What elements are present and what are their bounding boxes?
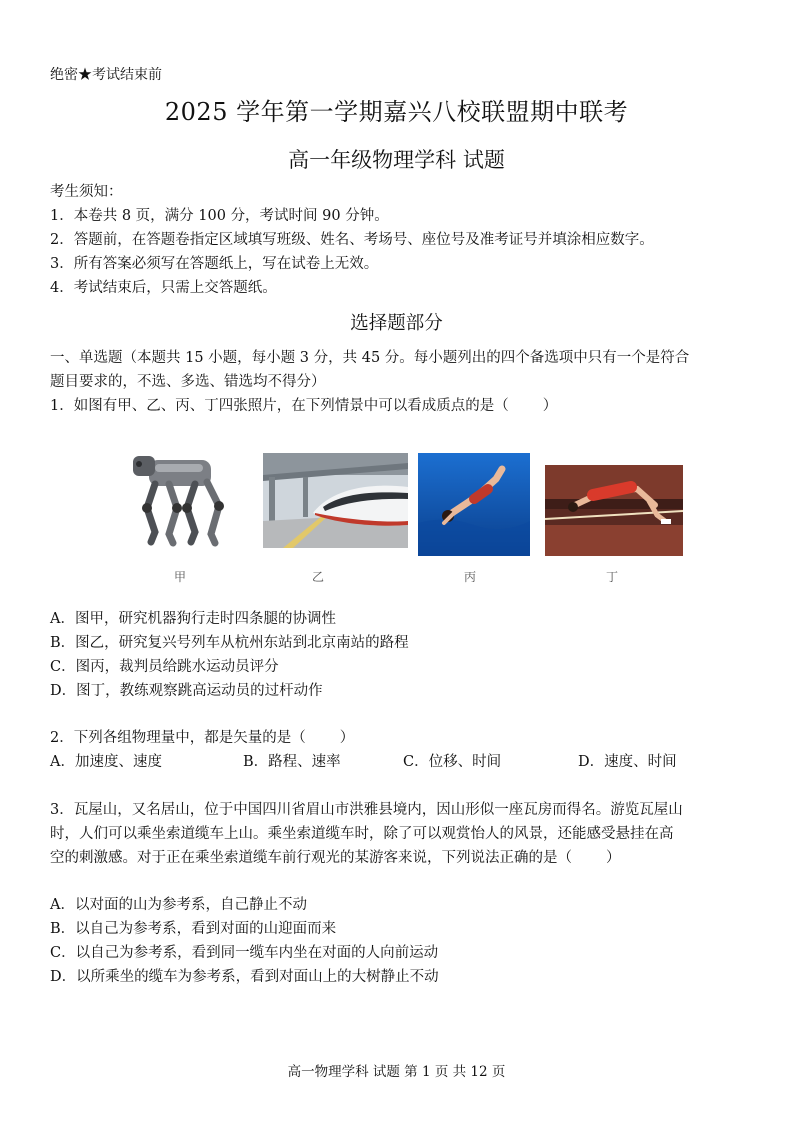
question-2-option-b: B．路程、速率: [243, 754, 341, 770]
question-1-option-c: C．图丙，裁判员给跳水运动员评分: [50, 659, 279, 675]
photo-high-jumper: [545, 465, 683, 556]
question-2-paren-close: ）: [339, 730, 355, 746]
question-1-option-b: B．图乙，研究复兴号列车从杭州东站到北京南站的路程: [50, 635, 409, 651]
section-title: 选择题部分: [350, 313, 443, 334]
photo-caption: 乙: [311, 570, 324, 584]
photo-caption: 丙: [463, 570, 476, 584]
question-3-option-d: D．以所乘坐的缆车为参考系，看到对面山上的大树静止不动: [50, 969, 439, 985]
question-3-text: 空的刺激感。对于正在乘坐索道缆车前行观光的某游客来说，下列说法正确的是（: [50, 850, 572, 866]
photo-caption: 丁: [605, 570, 618, 584]
photo-caption: 甲: [173, 570, 186, 584]
question-2-stem: [50, 726, 354, 750]
question-3-option-c: C．以自己为参考系，看到同一缆车内坐在对面的人向前运动: [50, 945, 439, 961]
notice-heading: 考生须知：: [50, 184, 123, 200]
question-3-stem-line: 3．瓦屋山，又名居山，位于中国四川省眉山市洪雅县境内，因山形似一座瓦房而得名。游览瓦屋山: [50, 802, 683, 818]
question-1-paren-close: ）: [542, 398, 558, 414]
photo-diver: [418, 453, 530, 556]
question-2-text: 2．下列各组物理量中，都是矢量的是（: [50, 730, 306, 746]
notice-item: 4．考试结束后，只需上交答题纸。: [50, 280, 277, 296]
question-3-stem-line: [50, 846, 621, 870]
page-footer: 高一物理学科 试题 第 1 页 共 12 页: [287, 1064, 506, 1080]
question-3-option-b: B．以自己为参考系，看到对面的山迎面而来: [50, 921, 337, 937]
notice-item: 3．所有答案必须写在答题纸上，写在试卷上无效。: [50, 256, 379, 272]
part-instructions-line: 题目要求的，不选、多选、错选均不得分）: [50, 374, 326, 390]
question-2-option-d: D．速度、时间: [578, 754, 677, 770]
question-1-option-d: D．图丁，教练观察跳高运动员的过杆动作: [50, 683, 323, 699]
confidential-label: 绝密★考试结束前: [50, 67, 162, 83]
notice-item: 2．答题前，在答题卷指定区域填写班级、姓名、考场号、座位号及准考证号并填涂相应数字。: [50, 232, 654, 248]
question-1-option-a: A．图甲，研究机器狗行走时四条腿的协调性: [50, 611, 336, 627]
question-3-stem-line: 时，人们可以乘坐索道缆车上山。乘坐索道缆车时，除了可以观赏怡人的风景，还能感受悬挂在高: [50, 826, 674, 842]
photo-high-speed-train: [263, 453, 408, 548]
question-1-text: 1．如图有甲、乙、丙、丁四张照片，在下列情景中可以看成质点的是（: [50, 398, 509, 414]
photo-robot-dog: [125, 446, 237, 550]
notice-item: 1．本卷共 8 页，满分 100 分，考试时间 90 分钟。: [50, 208, 389, 224]
question-1-stem: [50, 394, 557, 418]
question-2-option-c: C．位移、时间: [403, 754, 502, 770]
question-3-option-a: A．以对面的山为参考系，自己静止不动: [50, 897, 307, 913]
part-instructions-line: 一、单选题（本题共 15 小题，每小题 3 分，共 45 分。每小题列出的四个备选项中只有一个是符合: [50, 350, 690, 366]
exam-subtitle: 高一年级物理学科 试题: [288, 148, 505, 172]
question-3-paren-close: ）: [606, 850, 621, 866]
question-2-option-a: A．加速度、速度: [50, 754, 162, 770]
exam-title: 2025 学年第一学期嘉兴八校联盟期中联考: [164, 98, 629, 126]
